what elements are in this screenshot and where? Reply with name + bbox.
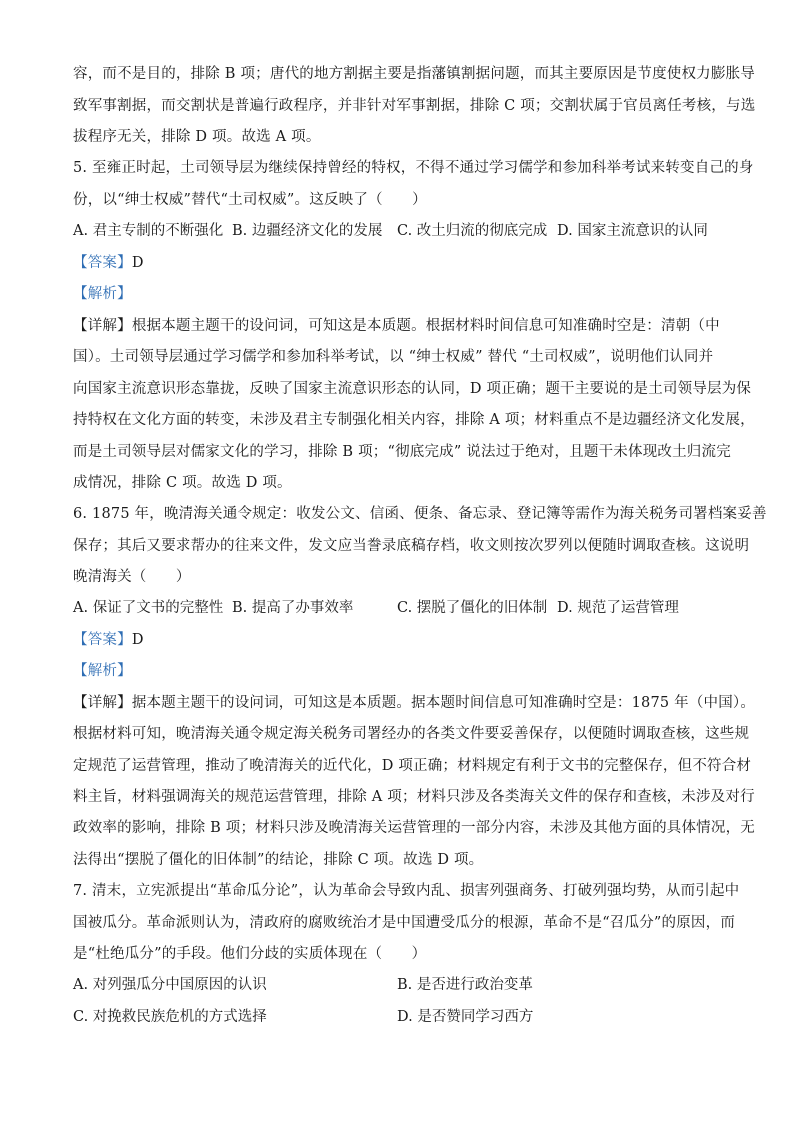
detail-label: 【详解】 <box>73 318 132 334</box>
answer-line <box>73 253 144 273</box>
option-d: D. 规范了运营管理 <box>557 600 679 616</box>
option-c: C. 对挽救民族危机的方式选择 <box>73 1009 267 1025</box>
question-7-stem: 是“杜绝瓜分”的手段。他们分歧的实质体现在（ ） <box>73 946 427 962</box>
question-7-options-row-1 <box>0 975 794 995</box>
option-a: A. 君主专制的不断强化 <box>73 223 224 239</box>
detail-text: 根据本题主题干的设问词，可知这是本质题。根据材料时间信息可知准确时空是：清朝（中 <box>131 318 720 334</box>
answer-value: D <box>131 632 144 648</box>
detail-line: 持特权在文化方面的转变，未涉及君主专制强化相关内容，排除 A 项；材料重点不是边疆经济文化发展， <box>73 412 755 428</box>
detail-text: 据本题主题干的设问词，可知这是本质题。据本题时间信息可知准确时空是：1875 年（中国）。 <box>131 695 756 711</box>
answer-label: 【答案】 <box>73 632 132 648</box>
question-5-stem: 5. 至雍正时起，土司领导层为继续保持曾经的特权，不得不通过学习儒学和参加科举考试来转变自己的身 <box>73 160 754 176</box>
question-7-stem: 国被瓜分。革命派则认为，清政府的腐败统治才是中国遭受瓜分的根源，革命不是“召瓜分”的原因，而 <box>73 915 736 931</box>
question-7-stem: 7. 清末，立宪派提出“革命瓜分论”，认为革命会导致内乱、损害列强商务、打破列强均势，从而引起中 <box>73 883 740 899</box>
analysis-label: 【解析】 <box>73 286 132 302</box>
detail-line: 成情况，排除 C 项。故选 D 项。 <box>73 475 292 491</box>
detail-line: 向国家主流意识形态靠拢，反映了国家主流意识形态的认同，D 项正确；题干主要说的是土司领导层为保 <box>73 381 752 397</box>
option-a: A. 对列强瓜分中国原因的认识 <box>73 977 267 993</box>
detail-line: 国）。土司领导层通过学习儒学和参加科举考试，以 “绅士权威” 替代 “土司权威”，说明他们认同并 <box>73 349 714 365</box>
detail-line <box>73 693 755 713</box>
analysis-line <box>73 284 132 304</box>
paragraph-line: 容，而不是目的，排除 B 项；唐代的地方割据主要是指藩镇割据问题，而其主要原因是节度使权力膨胀导 <box>73 66 755 82</box>
detail-label: 【详解】 <box>73 695 132 711</box>
answer-label: 【答案】 <box>73 255 132 271</box>
detail-line: 而是土司领导层对儒家文化的学习，排除 B 项；“彻底完成” 说法过于绝对，且题干未体现改土归流完 <box>73 444 731 460</box>
option-b: B. 边疆经济文化的发展 <box>232 223 383 239</box>
option-a: A. 保证了文书的完整性 <box>73 600 224 616</box>
question-5-options <box>0 221 794 241</box>
detail-line: 料主旨，材料强调海关的规范运营管理，排除 A 项；材料只涉及各类海关文件的保存和查核，未涉及对行 <box>73 789 755 805</box>
question-6-stem: 6. 1875 年，晚清海关通令规定：收发公文、信函、便条、备忘录、登记簿等需作为海关税务司署档案妥善 <box>73 506 767 522</box>
detail-line: 政效率的影响，排除 B 项；材料只涉及晚清海关运营管理的一部分内容，未涉及其他方面的具体情况，无 <box>73 820 755 836</box>
analysis-label: 【解析】 <box>73 663 132 679</box>
answer-value: D <box>131 255 144 271</box>
option-c: C. 摆脱了僵化的旧体制 <box>397 600 548 616</box>
option-d: D. 是否赞同学习西方 <box>397 1009 534 1025</box>
option-b: B. 提高了办事效率 <box>232 600 354 616</box>
option-b: B. 是否进行政治变革 <box>397 977 533 993</box>
question-7-options-row-2 <box>0 1007 794 1027</box>
option-c: C. 改土归流的彻底完成 <box>397 223 548 239</box>
answer-line <box>73 630 144 650</box>
option-d: D. 国家主流意识的认同 <box>557 223 708 239</box>
detail-line: 定规范了运营管理，推动了晚清海关的近代化，D 项正确；材料规定有利于文书的完整保存，但不符合材 <box>73 758 752 774</box>
question-6-stem: 保存；其后又要求帮办的往来文件，发文应当誊录底稿存档，收文则按次罗列以便随时调取查核。这说明 <box>73 538 750 554</box>
question-5-stem: 份，以“绅士权威”替代“土司权威”。这反映了（ ） <box>73 192 427 208</box>
question-6-options <box>0 598 794 618</box>
analysis-line <box>73 661 132 681</box>
paragraph-line: 致军事割据，而交割状是普遍行政程序，并非针对军事割据，排除 C 项；交割状属于官员离任考核，与选 <box>73 98 756 114</box>
detail-line: 法得出“摆脱了僵化的旧体制”的结论，排除 C 项。故选 D 项。 <box>73 852 484 868</box>
paragraph-line: 拔程序无关，排除 D 项。故选 A 项。 <box>73 129 321 145</box>
detail-line: 根据材料可知，晚清海关通令规定海关税务司署经办的各类文件要妥善保存，以便随时调取查核，这些规 <box>73 726 750 742</box>
question-6-stem: 晚清海关（ ） <box>73 569 191 585</box>
detail-line <box>73 316 720 336</box>
